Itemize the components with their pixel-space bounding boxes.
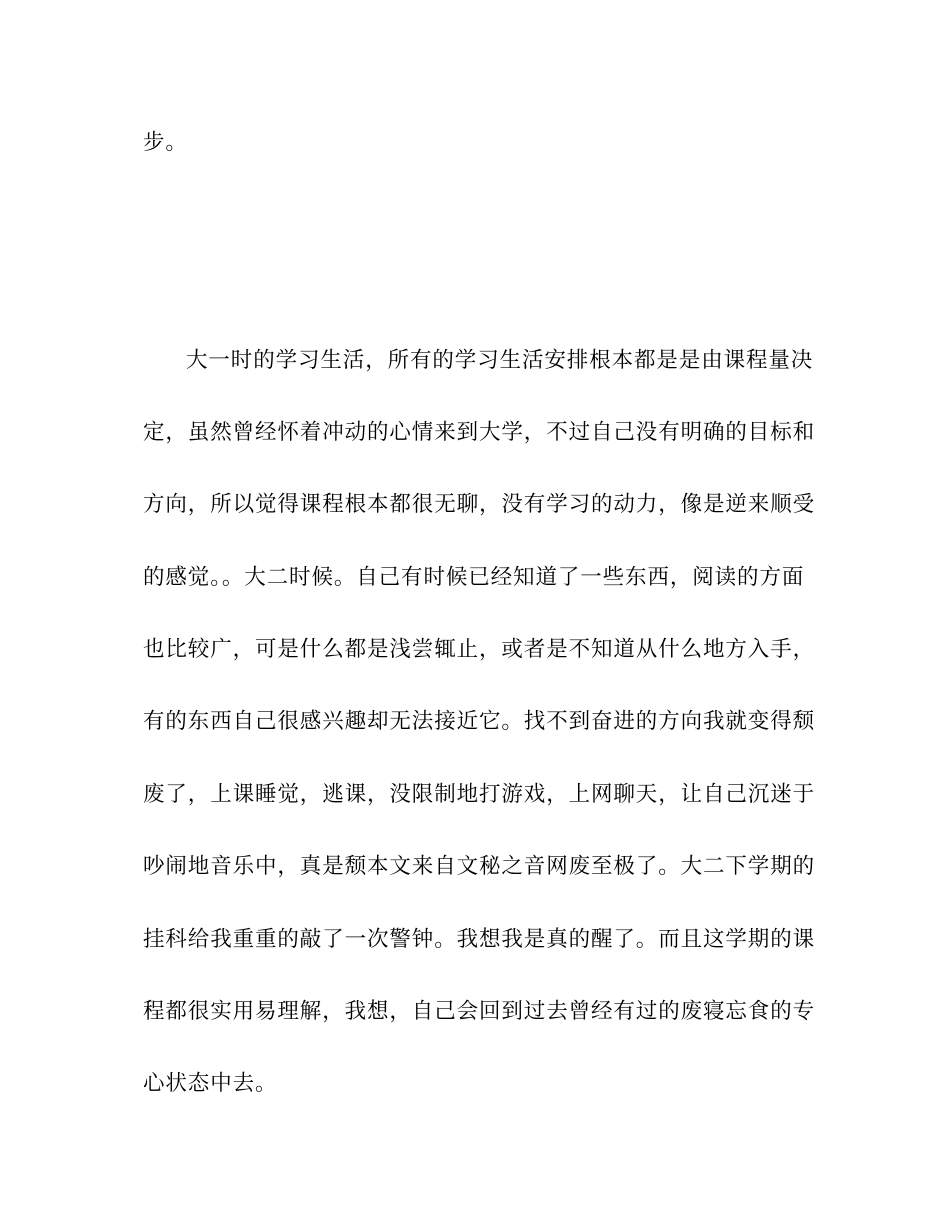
paragraph-line: 的感觉。。大二时候。自己有时候已经知道了一些东西，阅读的方面: [143, 565, 805, 590]
paragraph-line: 心状态中去。: [143, 1071, 278, 1096]
paragraph-line: 废了，上课睡觉，逃课，没限制地打游戏，上网聊天，让自己沉迷于: [143, 782, 816, 807]
paragraph-line: 也比较广，可是什么都是浅尝辄止，或者是不知道从什么地方入手，: [143, 637, 816, 662]
paragraph-line: 程都很实用易理解，我想，自己会回到过去曾经有过的废寝忘食的专: [143, 999, 816, 1024]
paragraph-line: 方向，所以觉得课程根本都很无聊，没有学习的动力，像是逆来顺受: [143, 492, 816, 517]
paragraph-line: 吵闹地音乐中，真是颓本文来自文秘之音网废至极了。大二下学期的: [143, 854, 816, 879]
paragraph-line: 定，虽然曾经怀着冲动的心情来到大学，不过自己没有明确的目标和: [143, 420, 816, 445]
paragraph-fragment: 步。: [143, 130, 188, 155]
paragraph-line: 有的东西自己很感兴趣却无法接近它。找不到奋进的方向我就变得颓: [143, 709, 816, 734]
paragraph-line: 大一时的学习生活，所有的学习生活安排根本都是是由课程量决: [186, 348, 814, 373]
paragraph-line: 挂科给我重重的敲了一次警钟。我想我是真的醒了。而且这学期的课: [143, 927, 816, 952]
